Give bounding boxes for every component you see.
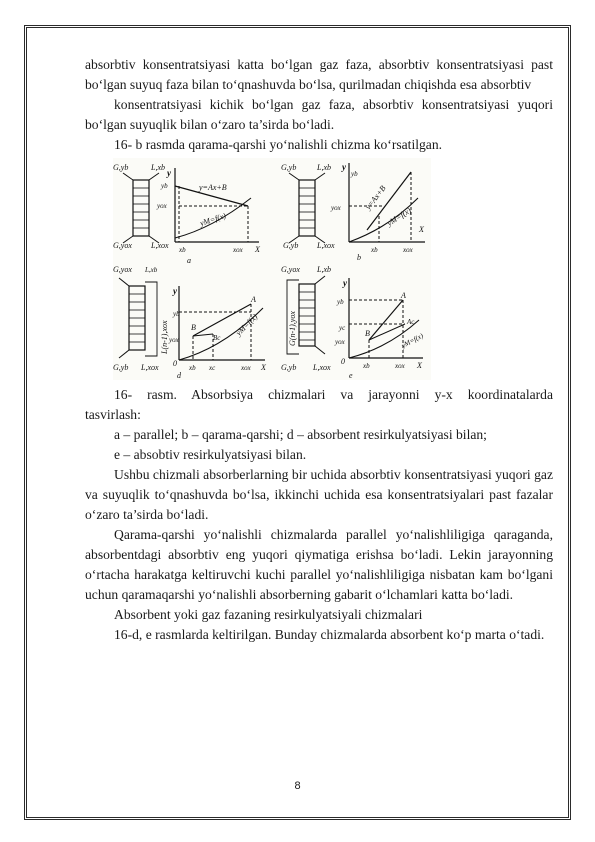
e-liquid-in-label: L,xb [317,265,331,274]
b-yox-label: yox [331,204,341,212]
figure-caption-part1: 16- rasm. Absorbsiya chizmalari va jarayonni [114,387,420,402]
paragraph-2: konsentratsiyasi kichik bo‘lgan gaz faza, absorbtiv konsentratsiyasi yuqori bo‘lgan suyuqlik bilan o‘zaro ta’sirda bo‘ladi. [85,97,553,132]
b-operating-line-label: y=Ax+B [363,183,388,212]
d-equilibrium-curve-label: yM=f(x) [234,312,260,338]
paragraph-4: Ushbu chizmali absorberlarning bir uchida absorbtiv konsentratsiyasi yuqori gaz va suyuqlik to‘qnashuvda bo‘lsa, ikkinchi uchida esa konsentratsiyalari past fazalar o‘zaro ta’sirda bo‘ladi. [85,467,553,522]
e-gas-in-label: G,yb [281,363,297,372]
d-xc-label: xc [209,364,216,372]
d-liquid-in-label: L,xb [145,266,158,274]
b-liquid-in-label: L,xb [317,163,331,172]
b-gas-top-label: G,yb [281,163,297,172]
e-xb-label: xb [363,362,370,370]
e-yox-label: yox [335,338,345,346]
e-point-ac-label: Ac [407,318,415,326]
b-liquid-out-label: L,xox [317,241,335,250]
d-recycle-label: L(n-1),xox [160,320,169,354]
b-xox-label: xox [403,246,413,254]
d-gas-out-label: G,yox [113,265,132,274]
a-yox-label: yox [157,202,167,210]
d-point-bc-label: Bc [213,334,221,342]
e-y-axis-label: y [343,278,347,288]
absorption-diagrams-figure [113,158,431,380]
d-xox-label: xox [241,364,251,372]
b-y-axis-label: y [342,162,346,172]
d-point-a-label: A [251,295,256,304]
d-x-axis-label: X [261,363,266,372]
a-panel-tag: a [187,256,191,265]
paragraph-5: Qarama-qarshi yo‘nalishli chizmalarda parallel yo‘nalishliligiga qaraganda, absorbentdagi absorbtiv eng yuqori qiymatiga erishsa bo‘ladi. Lekin jarayonning o‘rtacha harakatga keltiruvchi kuchi parallel yo‘nalishliligiga nisbatan kam bo‘lgani uchun qaramaqarshi yo‘nalishli absorberning gabarit o‘lchamlari katta bo‘ladi. [85,527,553,602]
d-gas-in-label: G,yb [113,363,129,372]
b-gas-bottom-label: G,yb [283,241,299,250]
paragraph-6: Absorbent yoki gaz fazaning resirkulyatsiyali chizmalari [114,607,423,622]
e-recycle-label: G(n-1),yox [288,311,297,346]
a-y-axis-label: y [167,168,171,178]
e-xox-label: xox [395,362,405,370]
paragraph-1: absorbtiv konsentratsiyasi katta bo‘lgan gaz faza, absorbtiv konsentratsiyasi past bo‘lgan suyuq faza bilan to‘qnashuvda bo‘lsa, qurilmadan chiqishda esa absorbtiv [85,57,553,92]
figure-drawing [113,158,431,380]
a-gas-in-label: G,yb [113,163,129,172]
a-xox-label: xox [233,246,243,254]
a-equilibrium-curve-label: yM=f(x) [198,211,228,228]
b-x-axis-label: X [419,225,424,234]
figure-legend-line-2: e – absobtiv resirkulyatsiyasi bilan. [114,447,307,462]
a-liquid-out-label: L,xox [151,241,169,250]
b-equilibrium-curve-label: yM=f(x) [385,205,413,228]
d-y-axis-label: y [173,286,177,296]
figure-caption-part3: koordinatalarda [467,387,554,402]
d-panel-tag: d [177,371,181,380]
a-yb-label: yb [161,182,168,190]
b-xb-label: xb [371,246,378,254]
a-x-axis-label: X [255,245,260,254]
e-yb-label: yb [337,298,344,306]
d-point-b-label: B [191,323,196,332]
a-liquid-in-label: L,xb [151,163,165,172]
d-yb-label: yb [173,310,180,318]
figure-caption-part2: y-x [434,387,453,402]
figure-legend-line-1: a – parallel; b – qarama-qarshi; d – absorbent resirkulyatsiyasi bilan; [114,427,487,442]
e-gas-out-label: G,yox [281,265,300,274]
paragraph-3: 16- b rasmda qarama-qarshi yo‘nalishli chizma ko‘rsatilgan. [114,137,443,152]
e-yc-label: yc [339,324,346,332]
figure-caption-continued: tasvirlash: [85,407,141,422]
e-x-axis-label: X [417,361,422,370]
e-liquid-out-label: L,xox [313,363,331,372]
d-xb-label: xb [189,364,196,372]
d-yox-label: yox [169,336,179,344]
e-origin-label: 0 [341,357,345,366]
a-xb-label: xb [179,246,186,254]
figure-caption [85,385,553,405]
a-gas-out-label: G,yox [113,241,132,250]
b-yb-label: yb [351,170,358,178]
a-operating-line-label: y=Ax+B [199,183,227,192]
e-equilibrium-curve-label: yM=f(x) [400,331,425,350]
b-panel-tag: b [357,253,361,262]
e-panel-tag: e [349,371,353,380]
d-origin-label: 0 [173,359,177,368]
e-point-b-label: B [365,329,370,338]
page-content [85,55,553,645]
page-number: 8 [294,780,301,792]
d-liquid-out-label: L,xox [141,363,159,372]
paragraph-7: 16-d, e rasmlarda keltirilgan. Bunday chizmalarda absorbent ko‘p marta o‘tadi. [114,627,545,642]
e-point-a-label: A [401,291,406,300]
